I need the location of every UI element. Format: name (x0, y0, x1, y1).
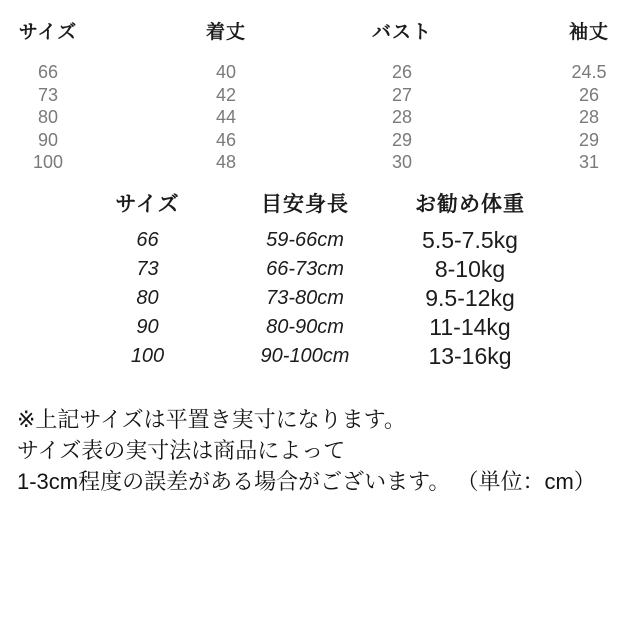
size-cell: 90 (136, 316, 159, 338)
table-row (0, 106, 640, 129)
height-range-cell: 59-66cm (266, 229, 344, 251)
size-cell: 100 (32, 152, 64, 172)
table-row (0, 84, 640, 107)
table-row (0, 61, 640, 84)
height-range-cell: 73-80cm (266, 287, 344, 309)
table-row (100, 342, 525, 371)
garment-measurement-table (0, 20, 640, 174)
bust-cell: 27 (391, 84, 413, 105)
header-bust: バスト (371, 22, 432, 43)
size-cell: 80 (37, 107, 59, 127)
header-size: サイズ (115, 193, 180, 216)
table-row (100, 313, 525, 342)
size-cell: 80 (136, 287, 159, 309)
body-length-cell: 42 (215, 84, 237, 105)
bust-cell: 26 (391, 62, 413, 82)
garment-table-body (0, 61, 640, 174)
height-range-cell: 66-73cm (266, 258, 344, 280)
fit-table-body (100, 226, 525, 371)
sleeve-length-cell: 31 (578, 152, 600, 172)
header-body-length: 着丈 (205, 22, 246, 43)
bust-cell: 29 (391, 129, 413, 150)
header-recommended-weight: お勧め体重 (415, 193, 525, 216)
table-row (0, 129, 640, 152)
bust-cell: 30 (391, 152, 413, 172)
header-size: サイズ (18, 22, 78, 43)
size-cell: 66 (136, 229, 159, 251)
sleeve-length-cell: 26 (578, 84, 600, 105)
fit-recommendation-table (100, 192, 525, 371)
body-length-cell: 48 (215, 152, 237, 172)
table-row (0, 151, 640, 174)
weight-range-cell: 9.5-12kg (425, 285, 515, 311)
sleeve-length-cell: 28 (578, 107, 600, 127)
size-cell: 73 (37, 84, 59, 105)
header-sleeve-length: 袖丈 (568, 22, 609, 43)
sleeve-length-cell: 29 (578, 129, 600, 150)
weight-range-cell: 5.5-7.5kg (422, 227, 518, 253)
size-cell: 90 (37, 129, 59, 150)
size-cell: 73 (136, 258, 159, 280)
fit-table-header-row (100, 192, 525, 218)
weight-range-cell: 11-14kg (429, 314, 511, 340)
weight-range-cell: 8-10kg (434, 256, 506, 282)
bust-cell: 28 (391, 107, 413, 127)
body-length-cell: 46 (215, 129, 237, 150)
garment-table-header-row (0, 20, 640, 46)
sleeve-length-cell: 24.5 (571, 62, 607, 82)
height-range-cell: 90-100cm (260, 345, 350, 367)
size-cell: 100 (130, 345, 165, 367)
size-cell: 66 (37, 62, 59, 82)
measurement-disclaimer (17, 404, 596, 497)
table-row (100, 226, 525, 255)
height-range-cell: 80-90cm (266, 316, 344, 338)
body-length-cell: 40 (215, 62, 237, 82)
disclaimer-line-3: 1-3cm程度の誤差がある場合がございます。 （単位：cm） (17, 469, 596, 494)
table-row (100, 284, 525, 313)
disclaimer-line-2: サイズ表の実寸法は商品によって (17, 438, 346, 463)
body-length-cell: 44 (215, 107, 237, 127)
disclaimer-line-1: ※上記サイズは平置き実寸になります。 (17, 407, 406, 432)
weight-range-cell: 13-16kg (428, 343, 512, 369)
table-row (100, 255, 525, 284)
header-reference-height: 目安身長 (261, 193, 349, 216)
